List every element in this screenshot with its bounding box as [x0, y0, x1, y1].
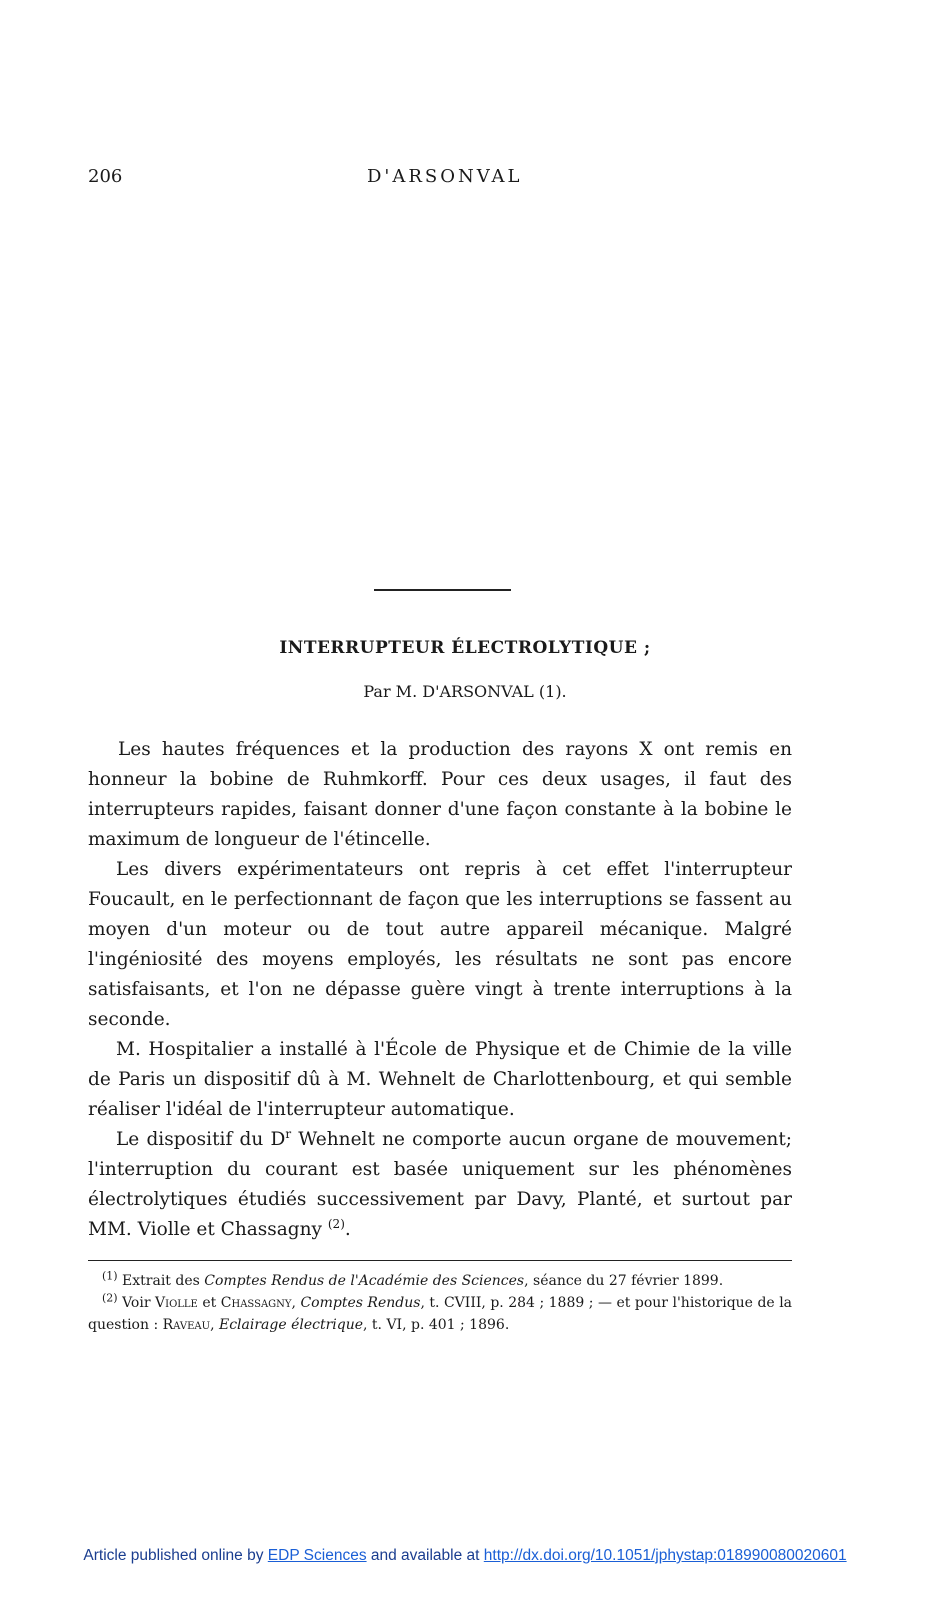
byline-footnote-ref: (1).: [538, 682, 567, 701]
publication-banner: [0, 1547, 930, 1565]
doctor-superscript: r: [285, 1126, 292, 1141]
footnotes: [88, 1270, 792, 1336]
footnote-1-mark: (1): [102, 1269, 118, 1283]
footnote-2-mark: (2): [102, 1291, 118, 1305]
banner-middle: and available at: [366, 1547, 484, 1564]
footnote-2-author-chassagny: Chassagny: [220, 1295, 292, 1311]
footnote-2-text-c: ,: [291, 1295, 301, 1311]
doi-link[interactable]: http://dx.doi.org/10.1051/jphystap:018990080020601: [483, 1547, 847, 1564]
footnote-2-author-raveau: Raveau: [162, 1317, 211, 1333]
footnote-2-author-violle: Violle: [155, 1295, 198, 1311]
paragraph-4-start: Le dispositif du D: [116, 1129, 286, 1150]
footnote-2-journal-1: Comptes Rendus: [300, 1295, 421, 1311]
paragraph-4: [88, 1125, 792, 1245]
publisher-link[interactable]: EDP Sciences: [267, 1547, 367, 1564]
page-number: 206: [88, 166, 123, 187]
running-head: D'ARSONVAL: [367, 166, 523, 187]
footnote-ref-2: (2): [327, 1216, 345, 1231]
banner-prefix: Article published online by: [83, 1547, 268, 1564]
paragraph-1: Les hautes fréquences et la production des rayons X ont remis en honneur la bobine de Ruhmkorff. Pour ces deux usages, il faut des interrupteurs rapides, faisant donner d'une façon constante à la bobine le maximum de longueur de l'étincelle.: [88, 739, 792, 850]
paragraph-4-rest: Wehnelt ne comporte aucun organe de mouvement; l'interruption du courant est basée uniquement sur les phénomènes électrolytiques étudiés successivement par Davy, Planté, et surtout par MM. Violle et Chassagny: [88, 1129, 792, 1240]
paragraph-4-end: .: [344, 1219, 351, 1240]
footnote-2-text-b: et: [197, 1295, 221, 1311]
footnote-1-journal: Comptes Rendus de l'Académie des Sciences: [204, 1273, 525, 1289]
paragraph-2: Les divers expérimentateurs ont repris à cet effet l'interrupteur Foucault, en le perfectionnant de façon que les interruptions se fassent au moyen d'un moteur ou de tout autre appareil mécanique. Malgré l'ingéniosité des moyens employés, les résultats ne sont pas encore satisfaisants, et l'on ne dépasse guère vingt à trente interruptions à la seconde.: [88, 859, 792, 1030]
article-title: INTERRUPTEUR ÉLECTROLYTIQUE ;: [279, 638, 651, 658]
paragraph-3: M. Hospitalier a installé à l'École de Physique et de Chimie de la ville de Paris un dispositif dû à M. Wehnelt de Charlottenbourg, et qui semble réaliser l'idéal de l'interrupteur automatique.: [88, 1039, 792, 1120]
title-separator-rule: [374, 589, 511, 591]
byline-text: Par M. D'ARSONVAL: [363, 682, 534, 701]
article-body: [88, 735, 792, 1245]
footnote-2-text-e: ,: [210, 1317, 219, 1333]
author-byline: [0, 682, 930, 701]
footnote-1-text: Extrait des: [117, 1273, 205, 1289]
footnote-2-text-d: , t. CVIII, p. 284 ; 1889 ; — et pour l'historique de la question :: [88, 1295, 793, 1333]
footnote-1-date: , séance du 27 février 1899.: [524, 1273, 724, 1289]
footnote-2-journal-2: Eclairage électrique: [218, 1317, 364, 1333]
footnote-1: [88, 1270, 792, 1292]
footnote-separator-rule: [88, 1260, 792, 1261]
footnote-2-text-f: , t. VI, p. 401 ; 1896.: [363, 1317, 510, 1333]
footnote-2-text-a: Voir: [117, 1295, 156, 1311]
footnote-2: [88, 1292, 792, 1336]
